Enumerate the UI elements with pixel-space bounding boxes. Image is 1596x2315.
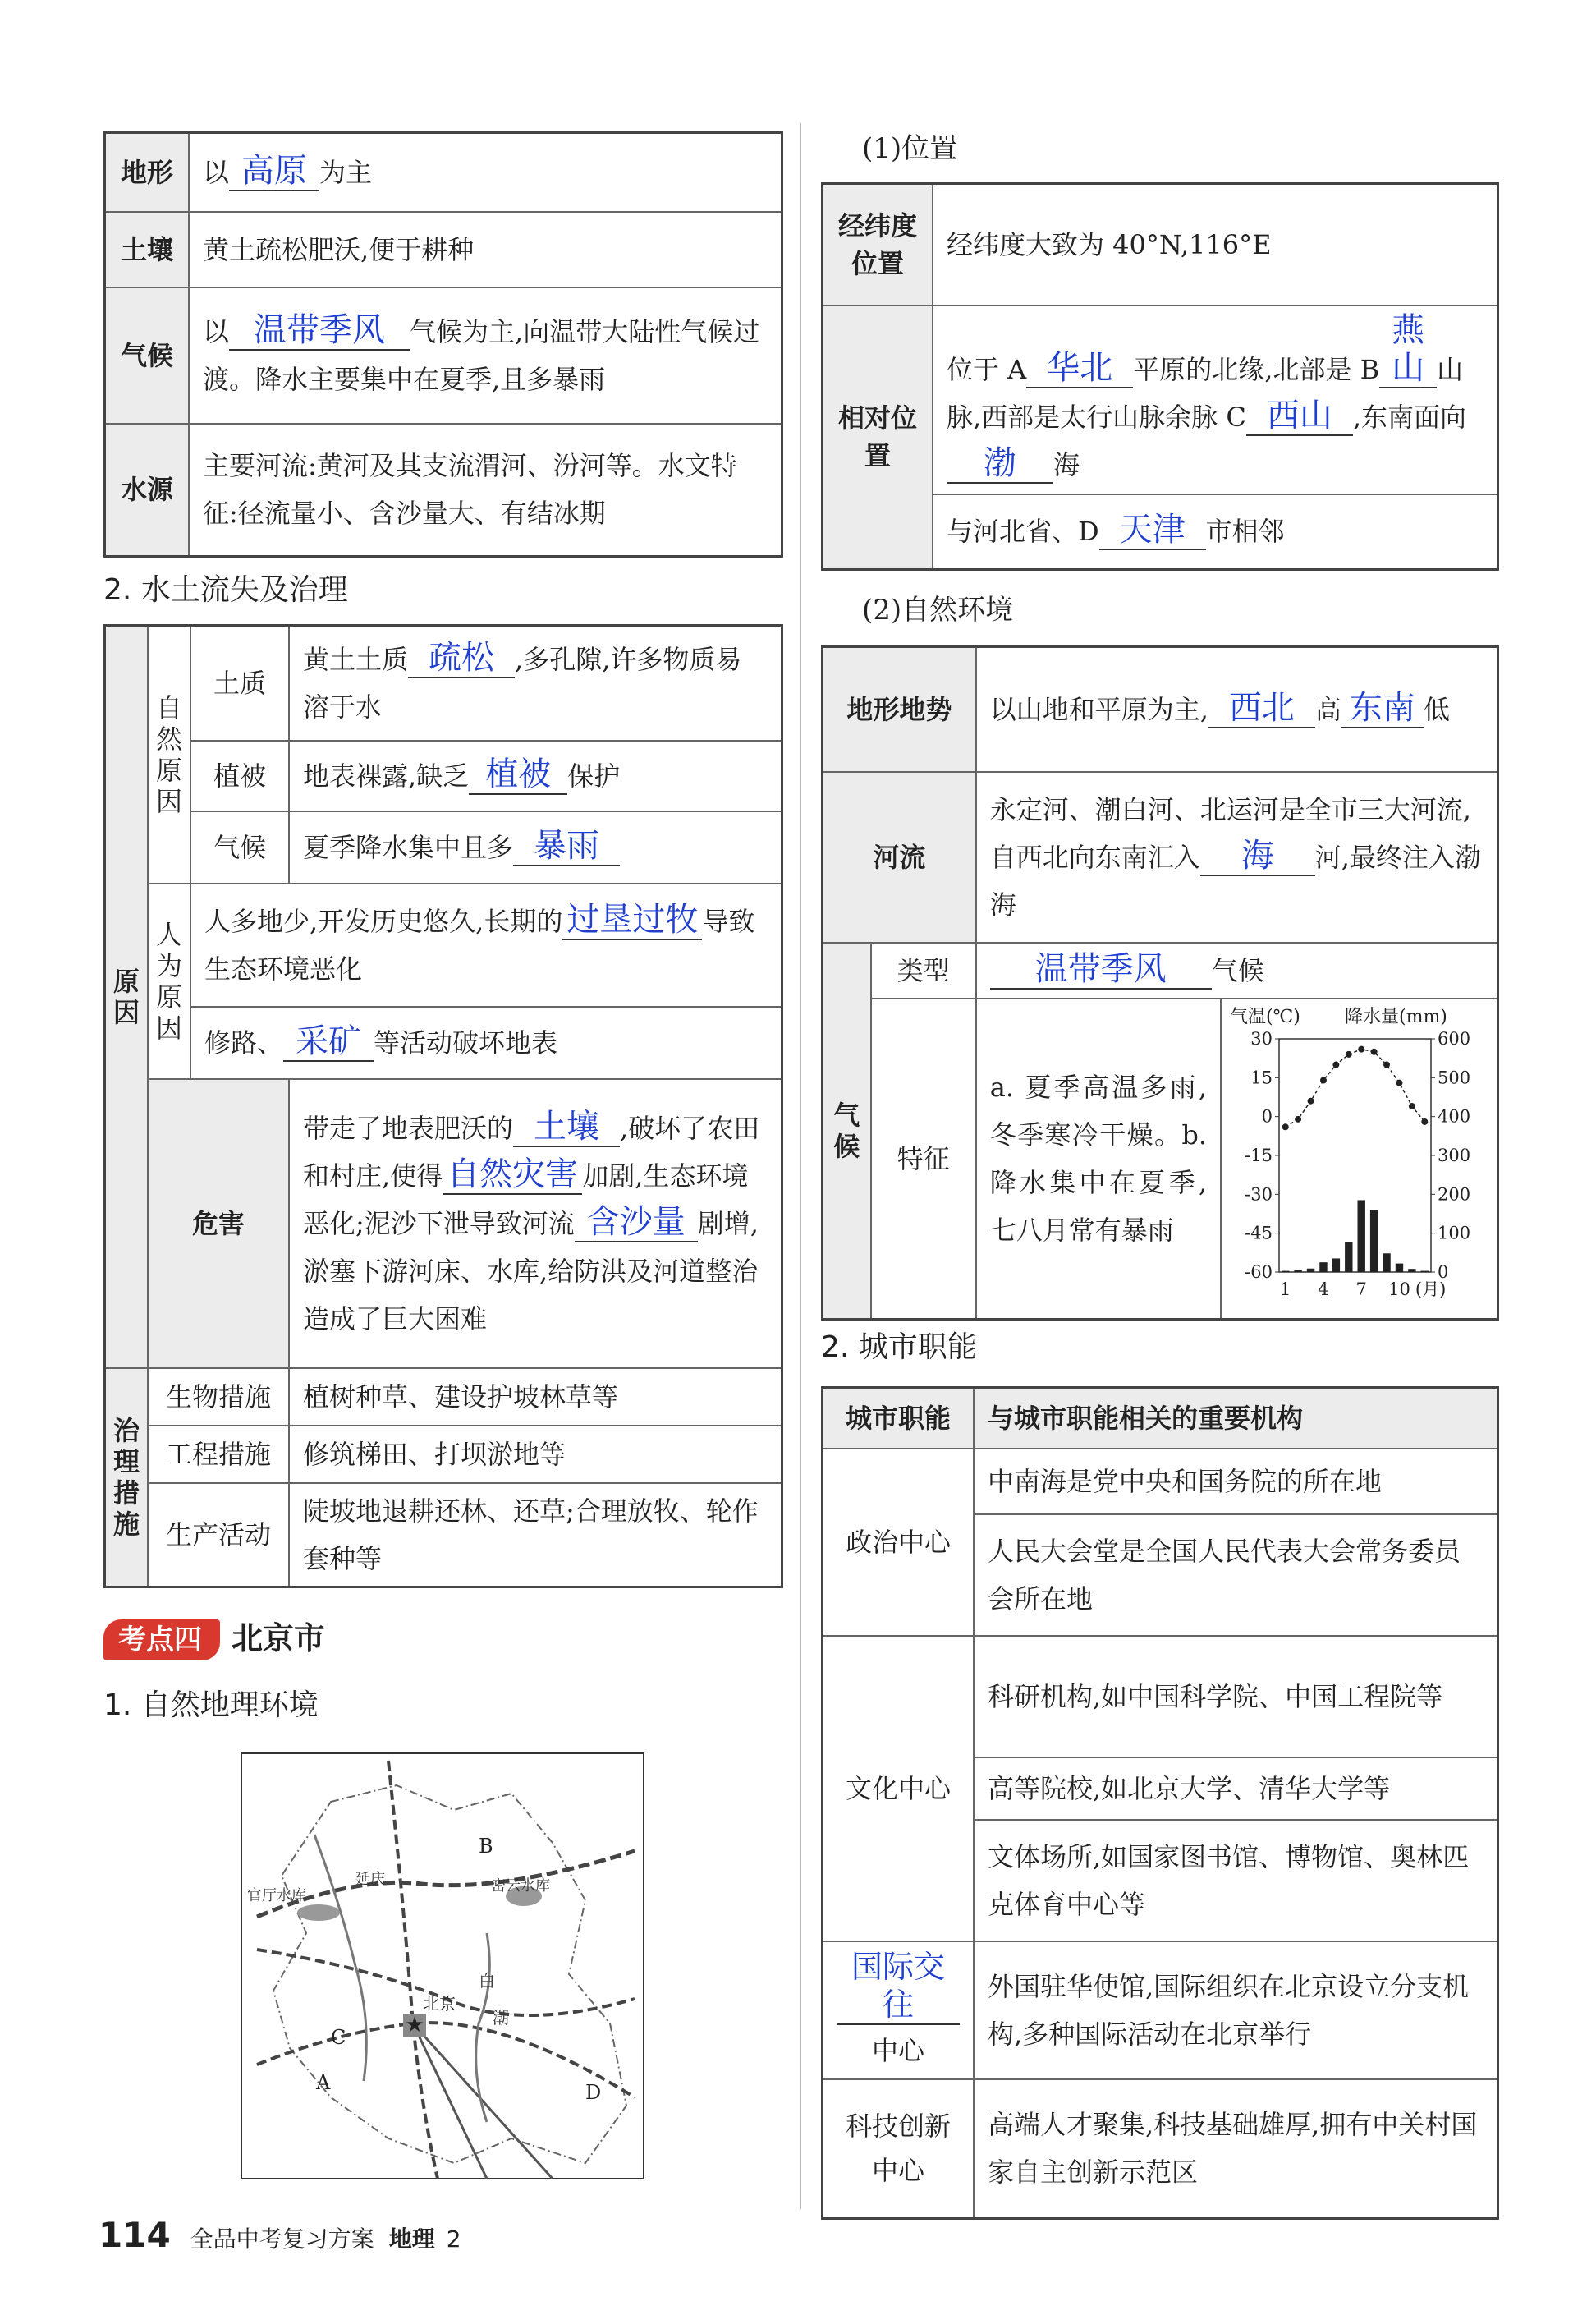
rel-cell-2: 与河北省、D 天津 市相邻 <box>933 494 1498 570</box>
precip-bar <box>1358 1200 1365 1272</box>
x-tick-label: 7 <box>1355 1279 1367 1299</box>
answer-blank: 过垦过牧 <box>562 901 702 940</box>
precip-tick-label: 200 <box>1438 1183 1471 1204</box>
map-label-a: A <box>316 2071 331 2094</box>
answer-blank: 采矿 <box>283 1022 374 1062</box>
map-label-b: B <box>479 1835 493 1858</box>
position-table <box>821 182 1499 571</box>
answer-blank: 暴雨 <box>513 827 620 866</box>
human-cell-1: 人多地少,开发历史悠久,长期的 过垦过牧 导致生态环境恶化 <box>190 884 782 1007</box>
answer-blank: 温带季风 <box>990 950 1212 990</box>
clim-cell: 夏季降水集中且多 暴雨 <box>289 811 782 884</box>
measure-type: 生物措施 <box>148 1368 289 1426</box>
answer-blank: 西北 <box>1208 689 1315 728</box>
feature-cell: a. 夏季高温多雨,冬季寒冷干燥。b. 降水集中在夏季,七八月常有暴雨 <box>976 999 1221 1320</box>
answer-blank: 自然灾害 <box>443 1155 582 1195</box>
soil-cell: 黄土土质 疏松 ,多孔隙,许多物质易溶于水 <box>289 626 782 741</box>
erosion-table <box>103 624 783 1588</box>
terrain-table <box>103 131 783 558</box>
veg-label: 植被 <box>190 741 289 811</box>
x-tick-label: 1 <box>1280 1279 1291 1299</box>
precip-bar <box>1332 1258 1340 1272</box>
answer-blank: 西山 <box>1246 397 1353 436</box>
temp-axis-label: 气温(℃) <box>1230 1006 1300 1027</box>
tech-label: 科技创新中心 <box>823 2079 975 2219</box>
map-label-d: D <box>585 2081 602 2104</box>
political-item: 人民大会堂是全国人民代表大会常务委员会所在地 <box>974 1514 1498 1636</box>
temp-point <box>1295 1115 1301 1122</box>
map-label-bai: 白 <box>479 1971 495 1991</box>
terrain-cell: 以山地和平原为主, 西北 高 东南 低 <box>976 647 1498 772</box>
river-cell: 永定河、潮白河、北运河是全市三大河流,自西北向东南汇入 海 河,最终注入渤海 <box>976 772 1498 943</box>
latlon-cell: 经纬度大致为 40°N,116°E <box>933 184 1498 305</box>
veg-cell: 地表裸露,缺乏 植被 保护 <box>289 741 782 811</box>
answer-blank: 天津 <box>1099 511 1206 550</box>
map-label-chao: 潮 <box>493 2008 509 2028</box>
row-label: 气候 <box>105 287 190 424</box>
precip-bar <box>1383 1253 1390 1272</box>
human-cell-2: 修路、 采矿 等活动破坏地表 <box>190 1007 782 1079</box>
footer <box>99 2212 461 2262</box>
temp-tick-label: -15 <box>1245 1145 1273 1165</box>
temp-tick-label: 15 <box>1250 1067 1273 1087</box>
kaodian-heading <box>103 1618 325 1660</box>
precip-bar <box>1307 1268 1314 1271</box>
x-unit-label: (月) <box>1415 1279 1447 1299</box>
temp-tick-label: 30 <box>1250 1028 1273 1049</box>
section-heading: 2. 城市职能 <box>821 1330 977 1364</box>
temp-tick-label: -45 <box>1245 1223 1273 1243</box>
beijing-map <box>241 1752 644 2179</box>
section-heading: (2)自然环境 <box>862 594 1014 627</box>
cultural-label: 文化中心 <box>823 1636 975 1941</box>
temp-point <box>1383 1061 1390 1068</box>
temp-point <box>1320 1077 1327 1083</box>
tech-item: 高端人才聚集,科技基础雄厚,拥有中关村国家自主创新示范区 <box>974 2079 1498 2219</box>
beijing-star: ★ <box>405 2013 424 2037</box>
answer-blank: 燕山 <box>1379 311 1437 388</box>
harm-cell: 带走了地表肥沃的 土壤 ,破坏了农田和村庄,使得 自然灾害 加剧,生态环境恶化;泥沙下泄导致河流 含沙量 剧增,淤塞下游河床、水库,给防洪及河道整治造成了巨大困难 <box>289 1079 782 1368</box>
intl-label: 国际交往 中心 <box>823 1941 975 2079</box>
temp-point <box>1396 1079 1403 1086</box>
column-divider <box>800 123 801 2209</box>
harm-label: 危害 <box>148 1079 289 1368</box>
kaodian-badge: 考点四 <box>103 1619 220 1660</box>
answer-blank: 东南 <box>1341 689 1424 728</box>
political-label: 政治中心 <box>823 1449 975 1636</box>
temp-point <box>1346 1050 1352 1057</box>
precip-tick-label: 300 <box>1438 1145 1471 1165</box>
temp-tick-label: -60 <box>1245 1261 1273 1282</box>
temp-point <box>1282 1123 1289 1130</box>
answer-blank: 植被 <box>469 756 567 795</box>
measure-type: 工程措施 <box>148 1426 289 1483</box>
subject: 地理 <box>388 2225 435 2253</box>
answer-blank: 疏松 <box>408 639 515 678</box>
precip-bar <box>1282 1270 1289 1271</box>
precip-tick-label: 400 <box>1438 1106 1471 1127</box>
water-cell: 主要河流:黄河及其支流渭河、汾河等。水文特征:径流量小、含沙量大、有结冰期 <box>189 424 782 557</box>
map-label-guanting: 官厅水库 <box>247 1887 306 1904</box>
section-heading: 1. 自然地理环境 <box>103 1688 319 1722</box>
cultural-item: 文体场所,如国家图书馆、博物馆、奥林匹克体育中心等 <box>974 1820 1498 1941</box>
human-label: 人为原因 <box>148 884 190 1079</box>
measure-text: 植树种草、建设护坡林草等 <box>289 1368 782 1426</box>
precip-bar <box>1294 1270 1301 1271</box>
temp-point <box>1332 1061 1339 1068</box>
latlon-label: 经纬度位置 <box>823 184 933 305</box>
cultural-item: 科研机构,如中国科学院、中国工程院等 <box>974 1636 1498 1757</box>
temp-tick-label: 0 <box>1261 1106 1273 1127</box>
terrain-label: 地形地势 <box>823 647 976 772</box>
river-label: 河流 <box>823 772 976 943</box>
col-header-org: 与城市职能相关的重要机构 <box>974 1388 1498 1449</box>
answer-blank: 温带季风 <box>229 311 410 351</box>
section-heading: 2. 水土流失及治理 <box>103 573 348 607</box>
map-label-miyun: 密云水库 <box>491 1877 550 1895</box>
precip-bar <box>1408 1269 1415 1272</box>
climate-chart-cell <box>1221 999 1497 1320</box>
climate-chart <box>1222 999 1493 1303</box>
chart-frame <box>1279 1039 1431 1272</box>
precip-bar <box>1345 1242 1352 1272</box>
terrain-cell: 以 高原 为主 <box>189 133 782 212</box>
nature-table <box>821 645 1499 1321</box>
temp-tick-label: -30 <box>1245 1183 1273 1204</box>
measure-type: 生产活动 <box>148 1483 289 1587</box>
type-cell: 温带季风 气候 <box>976 943 1498 999</box>
rel-label: 相对位置 <box>823 305 933 570</box>
soil-cell: 黄土疏松肥沃,便于耕种 <box>189 212 782 287</box>
climate-label: 气候 <box>823 943 871 1320</box>
measure-text: 陡坡地退耕还林、还草;合理放牧、轮作套种等 <box>289 1483 782 1587</box>
precip-axis-label: 降水量(mm) <box>1345 1006 1447 1027</box>
temp-point <box>1371 1048 1378 1054</box>
precip-tick-label: 0 <box>1438 1261 1449 1282</box>
precip-bar <box>1370 1210 1378 1272</box>
answer-blank: 土壤 <box>513 1108 620 1147</box>
measure-text: 修筑梯田、打坝淤地等 <box>289 1426 782 1483</box>
precip-tick-label: 100 <box>1438 1223 1471 1243</box>
row-label: 地形 <box>105 133 190 212</box>
precip-bar <box>1421 1270 1429 1271</box>
row-label: 土壤 <box>105 212 190 287</box>
x-tick-label: 4 <box>1318 1279 1329 1299</box>
col-header-function: 城市职能 <box>823 1388 975 1449</box>
cause-label: 原因 <box>105 626 149 1368</box>
kaodian-title: 北京市 <box>232 1620 326 1656</box>
temp-point <box>1421 1118 1428 1124</box>
clim-label: 气候 <box>190 811 289 884</box>
temp-line <box>1286 1049 1425 1127</box>
precip-tick-label: 600 <box>1438 1028 1471 1049</box>
intl-item: 外国驻华使馆,国际组织在北京设立分支机构,多种国际活动在北京举行 <box>974 1941 1498 2079</box>
answer-blank: 渤 <box>947 444 1053 484</box>
answer-blank: 国际交往 <box>837 1948 960 2025</box>
answer-blank: 华北 <box>1026 349 1133 388</box>
precip-tick-label: 500 <box>1438 1067 1471 1087</box>
type-label: 类型 <box>871 943 976 999</box>
map-label-beijing: 北京 <box>423 1994 456 2014</box>
temp-point <box>1308 1097 1314 1104</box>
cultural-item: 高等院校,如北京大学、清华大学等 <box>974 1757 1498 1820</box>
page-number: 114 <box>99 2215 171 2255</box>
political-item: 中南海是党中央和国务院的所在地 <box>974 1449 1498 1514</box>
rel-cell-1: 位于 A 华北 平原的北缘,北部是 B燕山 山脉,西部是太行山脉余脉 C 西山 ,东南面向渤 海 <box>933 305 1498 494</box>
temp-point <box>1409 1103 1415 1109</box>
answer-blank: 含沙量 <box>575 1203 698 1242</box>
temp-point <box>1358 1045 1364 1052</box>
natural-label: 自然原因 <box>148 626 190 884</box>
precip-bar <box>1396 1263 1403 1271</box>
volume: 2 <box>446 2225 461 2253</box>
climate-cell: 以 温带季风 气候为主,向温带大陆性气候过渡。降水主要集中在夏季,且多暴雨 <box>189 287 782 424</box>
function-table <box>821 1386 1499 2220</box>
feature-label: 特征 <box>871 999 976 1320</box>
book-title: 全品中考复习方案 <box>190 2225 374 2253</box>
row-label: 水源 <box>105 424 190 557</box>
answer-blank: 海 <box>1200 837 1315 876</box>
x-tick-label: 10 <box>1388 1279 1410 1299</box>
answer-blank: 高原 <box>229 152 319 191</box>
map-label-yanqing: 延庆 <box>355 1871 385 1888</box>
soil-label: 土质 <box>190 626 289 741</box>
precip-bar <box>1319 1262 1327 1272</box>
section-heading: (1)位置 <box>862 132 958 165</box>
map-label-c: C <box>331 2026 346 2049</box>
measure-label: 治理措施 <box>105 1368 149 1587</box>
